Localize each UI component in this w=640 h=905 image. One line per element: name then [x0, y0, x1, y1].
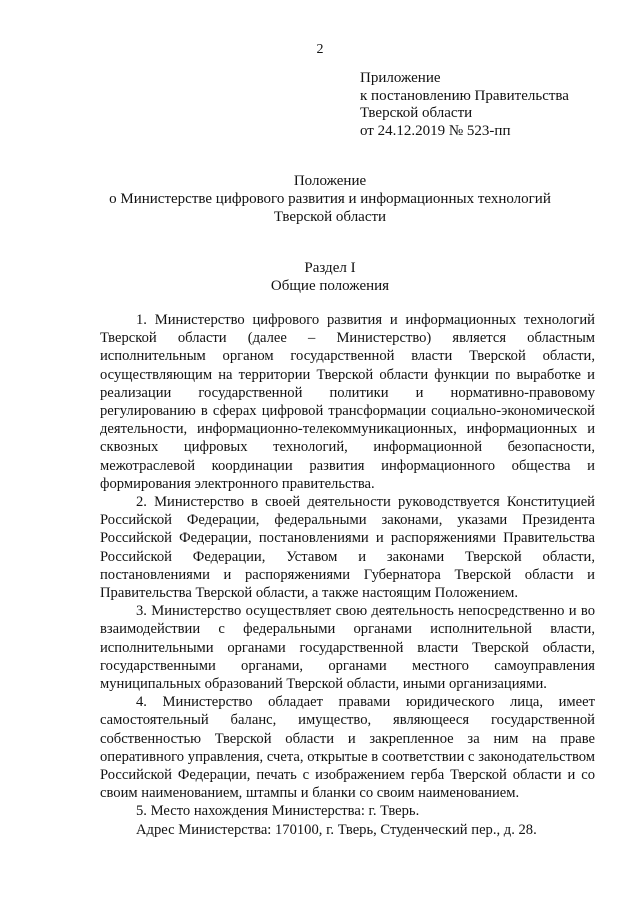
- appendix-line: Приложение: [360, 70, 441, 86]
- section-number: Раздел I: [304, 260, 356, 276]
- section-heading: [60, 259, 600, 295]
- paragraph: 4. Министерство обладает правами юридического лица, имеет самостоятельный баланс, имущество, являющееся государственной собственностью Тверской области и закрепленное за ним на праве оперативного управления, счета, открытые в соответствии с законодательством Российской Федерации, печать с изображением герба Тверской области и со своим наименованием, штампы и бланки со своим наименованием.: [100, 694, 595, 802]
- title-line: Тверской области: [273, 209, 387, 225]
- paragraph: 1. Министерство цифрового развития и информационных технологий Тверской области (далее – Министерство) является областным исполнительным органом государственной власти Тверской области, осуществляющим на территории Тверской области функции по выработке и реализации государственной политики и нормативно-правовому регулированию в сферах цифровой трансформации социально-экономической деятельности, информационно-телекоммуникационных, информационных и сквозных цифровых технологий, информационной безопасности, межотраслевой координации развития информационного общества и формирования электронного правительства.: [100, 312, 595, 492]
- title-line: Положение: [293, 173, 367, 189]
- paragraph: 2. Министерство в своей деятельности руководствуется Конституцией Российской Федерации, федеральными законами, указами Президента Российской Федерации, постановлениями и распоряжениями Правительства Российской Федерации, Уставом и законами Тверской области, постановлениями и распоряжениями Губернатора Тверской области и Правительства Тверской области, а также настоящим Положением.: [100, 494, 595, 602]
- body-text: [100, 311, 595, 839]
- section-title: Общие положения: [270, 278, 390, 294]
- appendix-date-line: от 24.12.2019 № 523-пп: [360, 122, 511, 139]
- appendix-line: к постановлению Правительства: [360, 87, 569, 104]
- title-line: о Министерстве цифрового развития и информационных технологий: [109, 191, 551, 207]
- document-title: [60, 172, 600, 226]
- appendix-line: Тверской области: [360, 105, 473, 121]
- paragraph: 5. Место нахождения Министерства: г. Тверь.: [136, 803, 420, 820]
- page-number: 2: [316, 42, 324, 57]
- appendix-block: [360, 70, 620, 140]
- paragraph: 3. Министерство осуществляет свою деятельность непосредственно и во взаимодействии с федеральными органами исполнительной власти, исполнительными органами государственной власти Тверской области, государственными органами, органами местного самоуправления муниципальных образований Тверской области, иными организациями.: [100, 603, 595, 693]
- paragraph: Адрес Министерства: 170100, г. Тверь, Студенческий пер., д. 28.: [136, 821, 537, 838]
